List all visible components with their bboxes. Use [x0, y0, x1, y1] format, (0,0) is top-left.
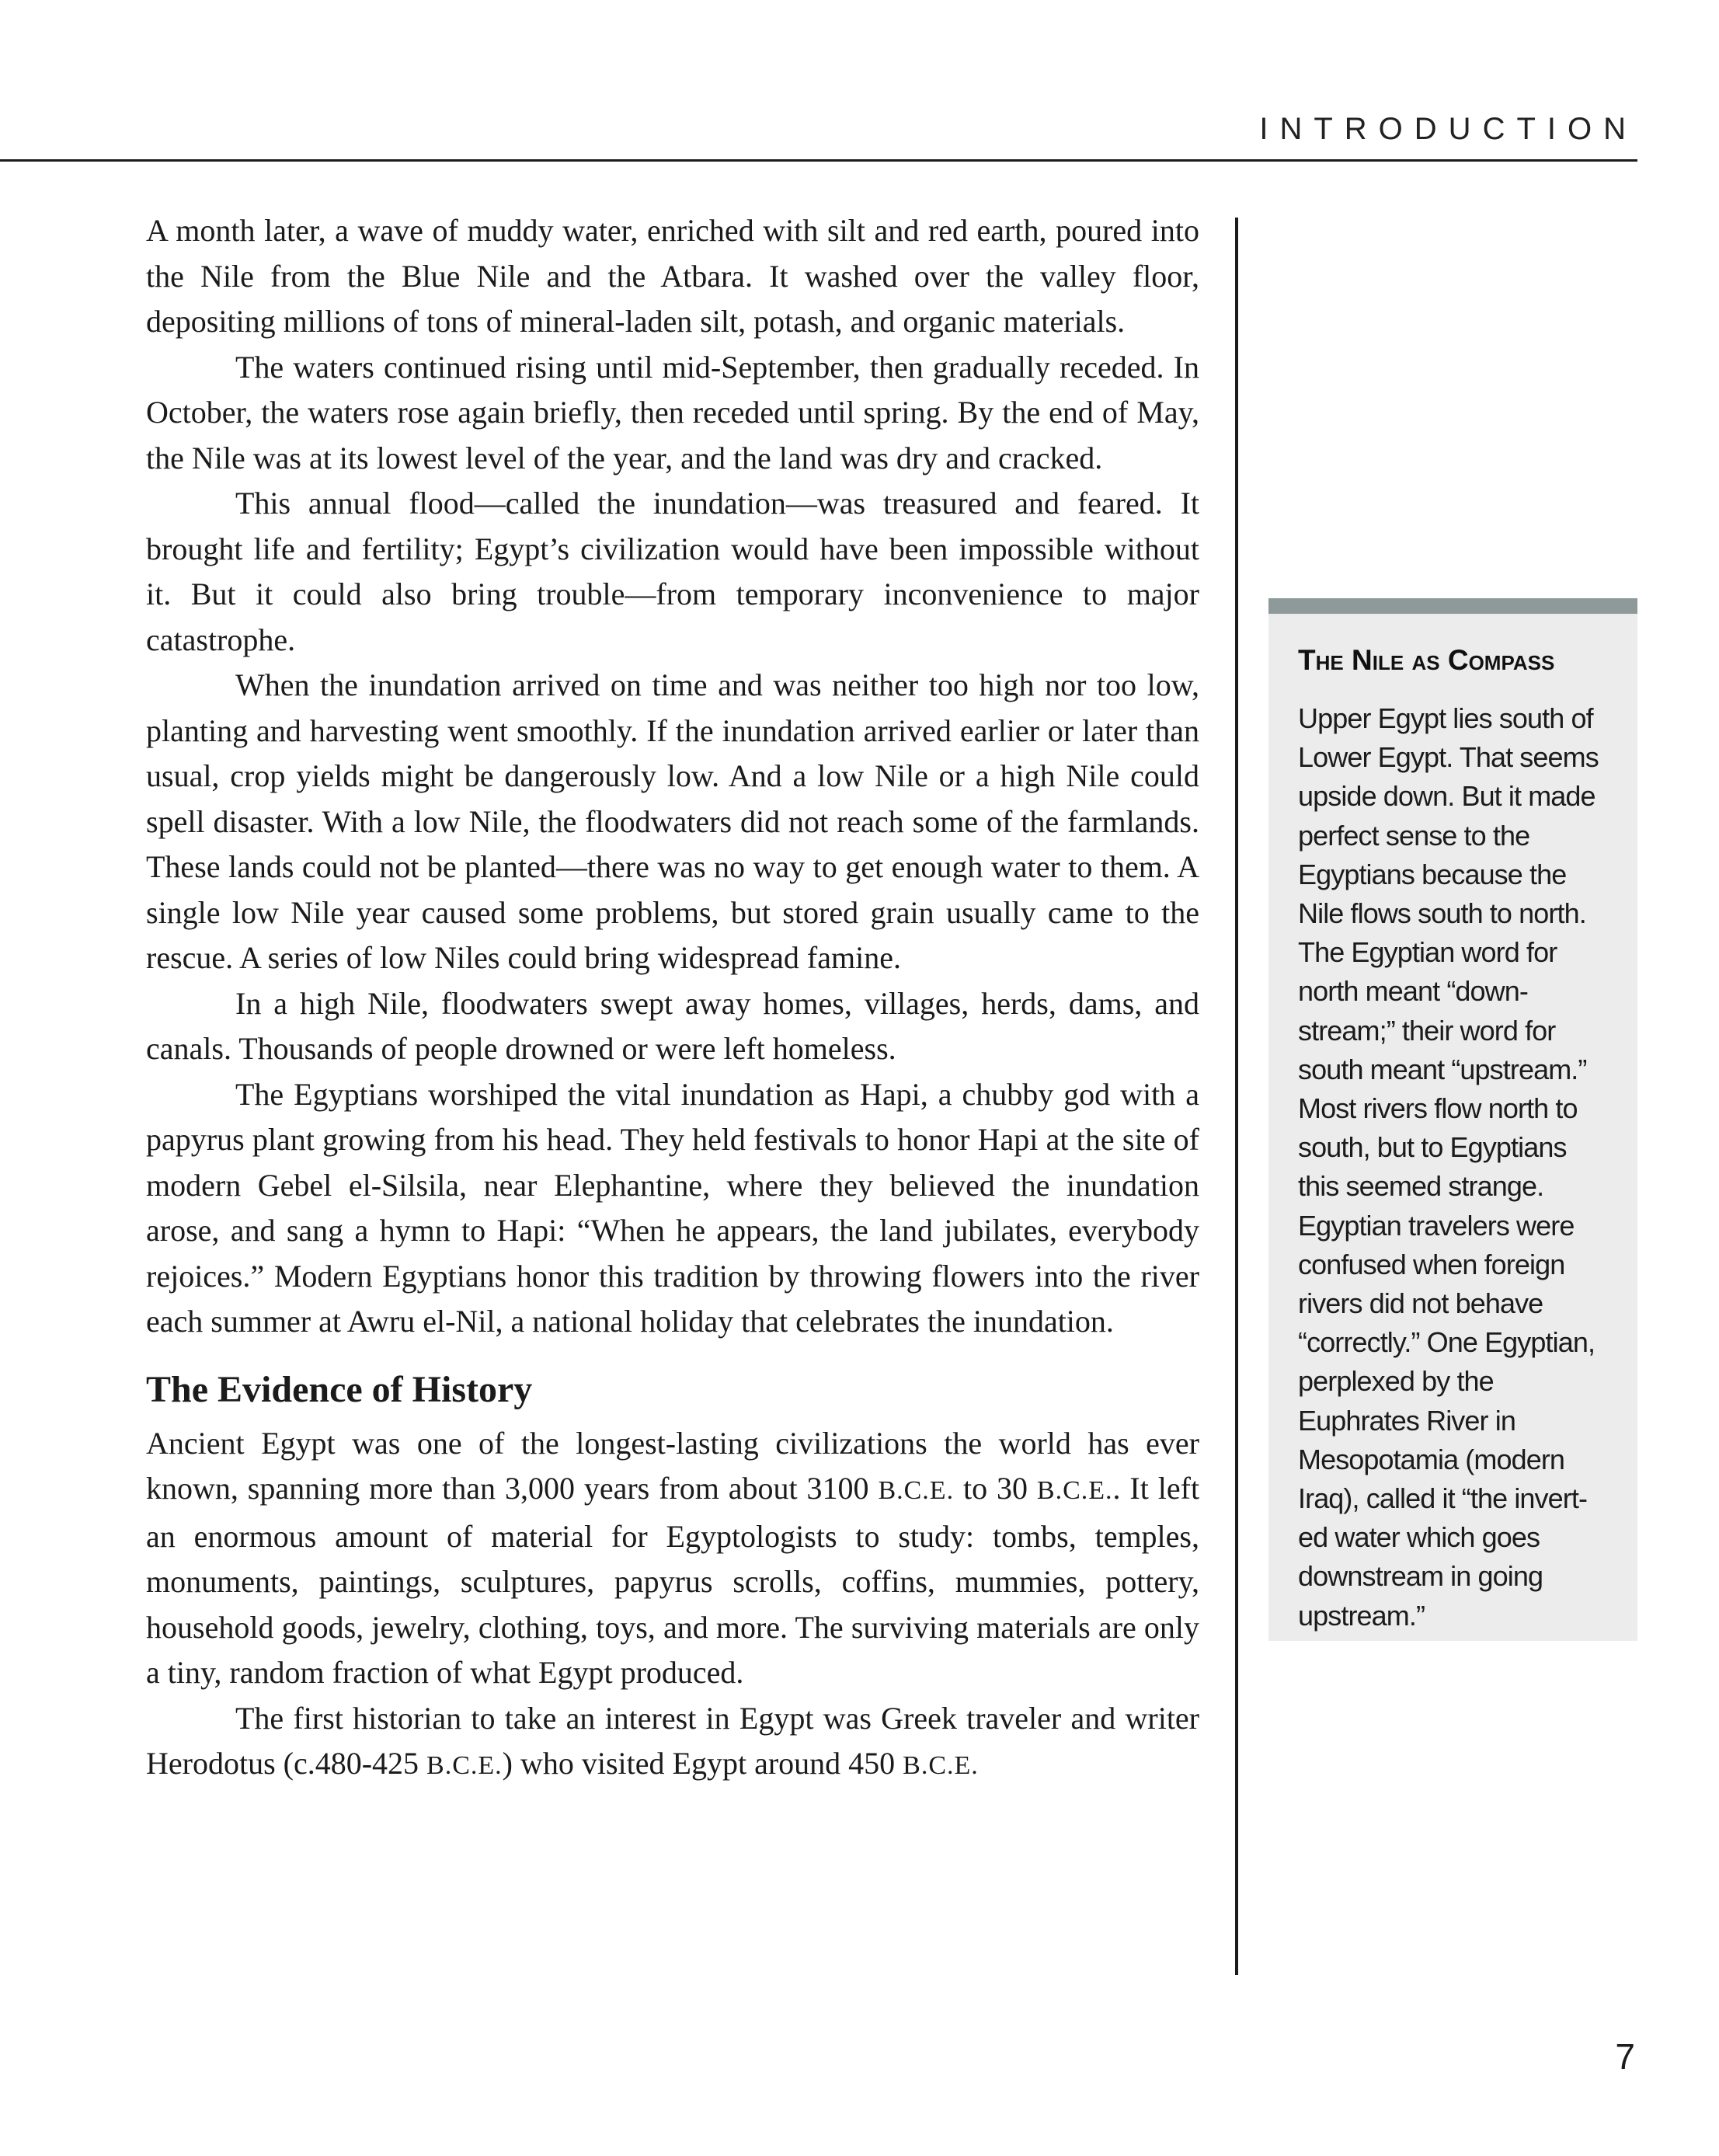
- sidebar-line: rivers did not behave: [1298, 1287, 1543, 1320]
- sidebar-line: Egyptian travelers were: [1298, 1209, 1575, 1242]
- sidebar-line: stream;” their word for: [1298, 1014, 1556, 1047]
- sidebar-line: Egyptians because the: [1298, 858, 1567, 890]
- era-abbreviation: B.C.E.: [1036, 1476, 1113, 1505]
- sidebar-line: Most rivers flow north to: [1298, 1092, 1578, 1125]
- paragraph: The Egyptians worshiped the vital inundation as Hapi, a chubby god with a papyrus plant growing from his head. They held festivals to honor Hapi at the site of modern Gebel el-Silsila, near Elephantine, where they believed the inundation arose, and sang a hymn to Hapi: “When he appears, the land jubilates, everybody rejoices.” Modern Egyptians honor this tradition by throwing flowers into the river each summer at Awru el-Nil, a national holiday that celebrates the inundation.: [146, 1076, 1199, 1339]
- sidebar-line: north meant “down-: [1298, 975, 1528, 1008]
- sidebar-line: south meant “upstream.”: [1298, 1053, 1587, 1085]
- sidebar-line: upstream.”: [1298, 1599, 1425, 1632]
- text-run: to 30: [962, 1471, 1028, 1506]
- text-run: Ancient Egypt was one of the longest-lasting civilizations the world has ever known, spanning more than 3,000 years from about 3100: [146, 1425, 1199, 1506]
- text-run: . It left an enormous amount of material for Egyptologists to study: tombs, temples, monuments, paintings, sculptures, papyrus scrolls, coffins, mummies, pottery, household goods, jewelry, clothing, toys, and more. The surviving materials are only a tiny, random fraction of what Egypt produced.: [146, 1471, 1200, 1690]
- paragraph: The waters continued rising until mid-September, then gradually receded. In October, the waters rose again briefly, then receded until spring. By the end of May, the Nile was at its lowest level of the year, and the land was dry and cracked.: [146, 349, 1199, 475]
- sidebar-line: downstream in going: [1298, 1560, 1543, 1593]
- page-number: 7: [1615, 2036, 1635, 2077]
- sidebar-text: [1298, 699, 1618, 1635]
- main-text-column: [146, 208, 1199, 1789]
- paragraph: When the inundation arrived on time and was neither too high nor too low, planting and harvesting went smoothly. If the inundation arrived earlier or later than usual, crop yields might be dangerously low. And a low Nile or a high Nile could spell disaster. With a low Nile, the floodwaters did not reach some of the farmlands. These lands could not be planted—there was no way to get enough water to them. A single low Nile year caused some problems, but stored grain usually came to the rescue. A series of low Niles could bring widespread famine.: [146, 667, 1199, 975]
- sidebar-line: Upper Egypt lies south of: [1298, 702, 1593, 734]
- era-abbreviation: B.C.E.: [878, 1476, 955, 1505]
- text-run: The first historian to take an interest in Egypt was Greek traveler and writer Herodotus (c.480-425: [146, 1700, 1199, 1781]
- sidebar-line: south, but to Egyptians: [1298, 1131, 1567, 1164]
- sidebar-line: Euphrates River in: [1298, 1404, 1515, 1437]
- column-divider: [1235, 218, 1238, 1975]
- sidebar-box: [1268, 598, 1637, 1641]
- text-run: ) who visited Egypt around 450: [502, 1746, 896, 1781]
- sidebar-title: The Nile as Compass: [1298, 644, 1555, 676]
- era-abbreviation: B.C.E.: [426, 1751, 503, 1780]
- sidebar-line: upside down. But it made: [1298, 780, 1595, 813]
- paragraph: [146, 1421, 1199, 1696]
- sidebar-line: perplexed by the: [1298, 1365, 1494, 1398]
- sidebar-line: Lower Egypt. That seems: [1298, 741, 1599, 774]
- sidebar-line: this seemed strange.: [1298, 1170, 1544, 1203]
- era-abbreviation: B.C.E.: [903, 1751, 979, 1780]
- sidebar-line: Mesopotamia (modern: [1298, 1443, 1565, 1475]
- paragraph: In a high Nile, floodwaters swept away homes, villages, herds, dams, and canals. Thousands of people drowned or were left homeless.: [146, 985, 1199, 1066]
- paragraph: A month later, a wave of muddy water, enriched with silt and red earth, poured into the Nile from the Blue Nile and the Atbara. It washed over the valley floor, depositing millions of tons of mineral-laden silt, potash, and organic materials.: [146, 213, 1199, 339]
- running-head: INTRODUCTION: [1259, 112, 1637, 146]
- section-heading: The Evidence of History: [146, 1368, 533, 1410]
- sidebar-line: ed water which goes: [1298, 1521, 1540, 1554]
- sidebar-line: “correctly.” One Egyptian,: [1298, 1326, 1595, 1359]
- sidebar-line: confused when foreign: [1298, 1248, 1565, 1280]
- paragraph: This annual flood—called the inundation—was treasured and feared. It brought life and fertility; Egypt’s civilization would have been impossible without it. But it could also bring trouble—from temporary inconvenience to major catastrophe.: [146, 486, 1199, 657]
- header-rule: [0, 159, 1637, 162]
- sidebar-line: perfect sense to the: [1298, 819, 1530, 852]
- sidebar-line: Iraq), called it “the invert-: [1298, 1482, 1588, 1515]
- paragraph: [146, 1696, 1199, 1789]
- sidebar-line: Nile flows south to north.: [1298, 897, 1586, 930]
- sidebar-line: The Egyptian word for: [1298, 936, 1557, 969]
